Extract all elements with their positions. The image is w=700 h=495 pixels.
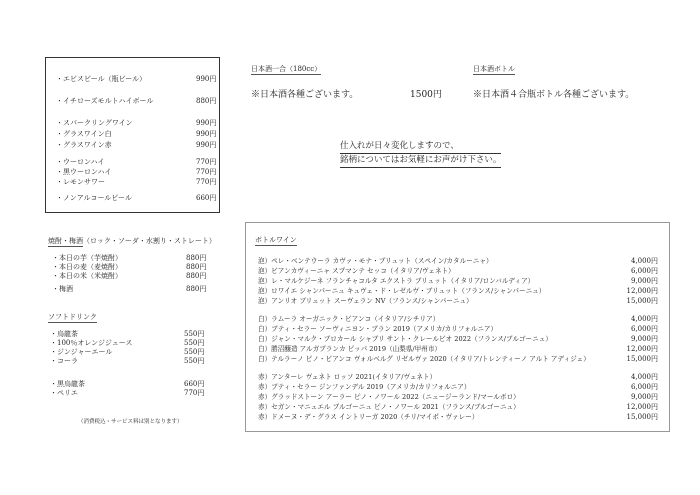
shochu-header: 焼酎・梅酒（ロック・ソーダ・水割り・ストレート） bbox=[48, 237, 216, 245]
menu-item-price: 880円 bbox=[186, 272, 207, 280]
menu-item-price: 6,000円 bbox=[630, 383, 658, 391]
menu-item-name: 白）テルラーノ ピノ・ビアンコ ヴォルベルグ リゼルヴァ 2020（イタリア/トレンティーノ アルト アディジェ） bbox=[258, 355, 590, 363]
menu-item-name: ・コーラ bbox=[50, 357, 78, 365]
menu-item-price: 990円 bbox=[196, 119, 217, 127]
menu-item-name: 赤）アンターレ ヴェネト ロッソ 2021(イタリア/ヴェネト） bbox=[258, 373, 437, 381]
menu-item-name: 泡）アンリオ ブリュット スーヴェラン NV（フランス/シャンパーニュ） bbox=[258, 297, 473, 305]
menu-item-name: ・ウーロンハイ bbox=[56, 158, 105, 166]
menu-item-name: ・スパークリングワイン bbox=[56, 119, 133, 127]
menu-item-name: 泡）ロワイエ シャンパーニュ キュヴェ・ド・レゼルヴ・ブリュット（フランス/シャンパーニュ） bbox=[258, 287, 546, 295]
menu-item-name: ・黒烏龍茶 bbox=[50, 380, 85, 388]
soft-drink-header: ソフトドリンク bbox=[48, 313, 97, 321]
menu-item-name: ・エビスビール（瓶ビール） bbox=[56, 75, 147, 83]
menu-item-price: 990円 bbox=[196, 130, 217, 138]
notice-line-2: 銘柄についてはお気軽にお声がけ下さい。 bbox=[340, 154, 501, 168]
menu-item-price: 6,000円 bbox=[630, 267, 658, 275]
menu-item-price: 880円 bbox=[196, 97, 217, 105]
menu-item-name: ・本日の麦（麦焼酎） bbox=[52, 263, 122, 271]
menu-item-name: 泡）ビアンカヴィーニャ スプマンテ セッコ（イタリア/ヴェネト） bbox=[258, 267, 455, 275]
beer-menu-box bbox=[45, 57, 220, 213]
menu-item-price: 770円 bbox=[196, 158, 217, 166]
bottle-wine-header: ボトルワイン bbox=[255, 236, 297, 244]
menu-item-name: ・ノンアルコールビール bbox=[56, 194, 132, 202]
menu-item-price: 550円 bbox=[184, 330, 205, 338]
menu-item-price: 12,000円 bbox=[626, 403, 658, 411]
menu-item-price: 660円 bbox=[184, 380, 205, 388]
menu-item-price: 9,000円 bbox=[630, 335, 658, 343]
menu-item-price: 15,000円 bbox=[626, 355, 658, 363]
menu-item-price: 770円 bbox=[196, 178, 217, 186]
sake-glass-price: 1500円 bbox=[410, 90, 442, 100]
sake-glass-text: ※日本酒各種ございます。 bbox=[251, 90, 359, 100]
menu-item-name: ・レモンサワー bbox=[56, 178, 105, 186]
menu-item-name: 白）ブティ・セラー ソーヴィニヨン・ブラン 2019（アメリカ/カリフォルニア） bbox=[258, 325, 498, 333]
menu-item-price: 880円 bbox=[186, 254, 207, 262]
menu-item-name: ・ペリエ bbox=[50, 389, 78, 397]
menu-item-name: ・梅酒 bbox=[52, 285, 73, 293]
menu-item-name: 泡）レ・マルケジーネ フランチャコルタ エクストラ ブリュット（イタリア/ロンバルディア） bbox=[258, 277, 535, 285]
menu-item-price: 15,000円 bbox=[626, 413, 658, 421]
notice-line-1: 仕入れが日々変化しますので、 bbox=[340, 140, 501, 154]
menu-item-price: 880円 bbox=[186, 285, 207, 293]
menu-item-name: ・本日の芋（芋焼酎） bbox=[52, 254, 122, 262]
menu-item-name: 白）ジャン・マルク・ブロカール シャブリ サント・クレールビオ 2022（フランス/ブルゴーニュ） bbox=[258, 335, 552, 343]
menu-item-price: 15,000円 bbox=[626, 297, 658, 305]
sake-bottle-text: ※日本酒４合瓶ボトル各種ございます。 bbox=[473, 90, 635, 100]
menu-item-price: 550円 bbox=[184, 357, 205, 365]
menu-item-price: 4,000円 bbox=[630, 257, 658, 265]
menu-item-name: 赤）グラッドストーン アーラー ピノ・ノワール 2022（ニュージーランド/マールボロ） bbox=[258, 393, 520, 401]
menu-item-price: 990円 bbox=[196, 141, 217, 149]
menu-item-price: 9,000円 bbox=[630, 393, 658, 401]
menu-item-name: ・イチローズモルトハイボール bbox=[56, 97, 154, 105]
menu-item-name: 白）ラムーラ オーガニック・ビアンコ（イタリア/シチリア） bbox=[258, 315, 440, 323]
menu-item-name: ・グラスワイン赤 bbox=[56, 141, 112, 149]
menu-item-name: ・100％オレンジジュース bbox=[50, 339, 133, 347]
sake-glass-header: 日本酒一合（180cc） bbox=[251, 65, 322, 73]
menu-item-name: 赤）ブティ・セラー ジンファンデル 2019（アメリカ/カリフォルニア） bbox=[258, 383, 471, 391]
menu-item-name: ・黒ウーロンハイ bbox=[56, 168, 112, 176]
menu-item-price: 6,000円 bbox=[630, 325, 658, 333]
menu-item-name: 赤）セガン・マニュエル ブルゴーニュ ピノ・ノワール 2021（フランス/ブルゴーニュ） bbox=[258, 403, 520, 411]
menu-item-price: 12,000円 bbox=[626, 287, 658, 295]
menu-item-name: ・ジンジャーエール bbox=[50, 348, 113, 356]
menu-item-name: ・グラスワイン白 bbox=[56, 130, 112, 138]
menu-item-price: 9,000円 bbox=[630, 277, 658, 285]
sake-notice bbox=[340, 140, 501, 168]
menu-item-price: 12,000円 bbox=[626, 345, 658, 353]
menu-item-price: 880円 bbox=[186, 263, 207, 271]
menu-item-price: 770円 bbox=[184, 389, 205, 397]
menu-item-price: 550円 bbox=[184, 339, 205, 347]
menu-item-name: ・烏龍茶 bbox=[50, 330, 78, 338]
menu-item-name: 泡）ペレ・ベンテウーラ カヴァ・モナ・ブリュット（スペイン/カタルーニャ） bbox=[258, 257, 493, 265]
menu-item-name: 白）勝沼醸造 アルガブランカ ピッパ 2019（山梨県/甲州市） bbox=[258, 345, 442, 353]
tax-note: （消費税込・サービス料は別となります） bbox=[78, 419, 183, 425]
menu-item-price: 4,000円 bbox=[630, 315, 658, 323]
menu-item-price: 770円 bbox=[196, 168, 217, 176]
menu-item-price: 550円 bbox=[184, 348, 205, 356]
menu-item-name: ・本日の米（米焼酎） bbox=[52, 272, 122, 280]
menu-item-price: 990円 bbox=[196, 75, 217, 83]
menu-item-name: 赤）ドメーヌ・デ・グラス イントリーガ 2020（チリ/マイポ・ヴァレー） bbox=[258, 413, 479, 421]
menu-item-price: 660円 bbox=[196, 194, 217, 202]
sake-bottle-header: 日本酒ボトル bbox=[473, 65, 515, 73]
menu-item-price: 4,000円 bbox=[630, 373, 658, 381]
